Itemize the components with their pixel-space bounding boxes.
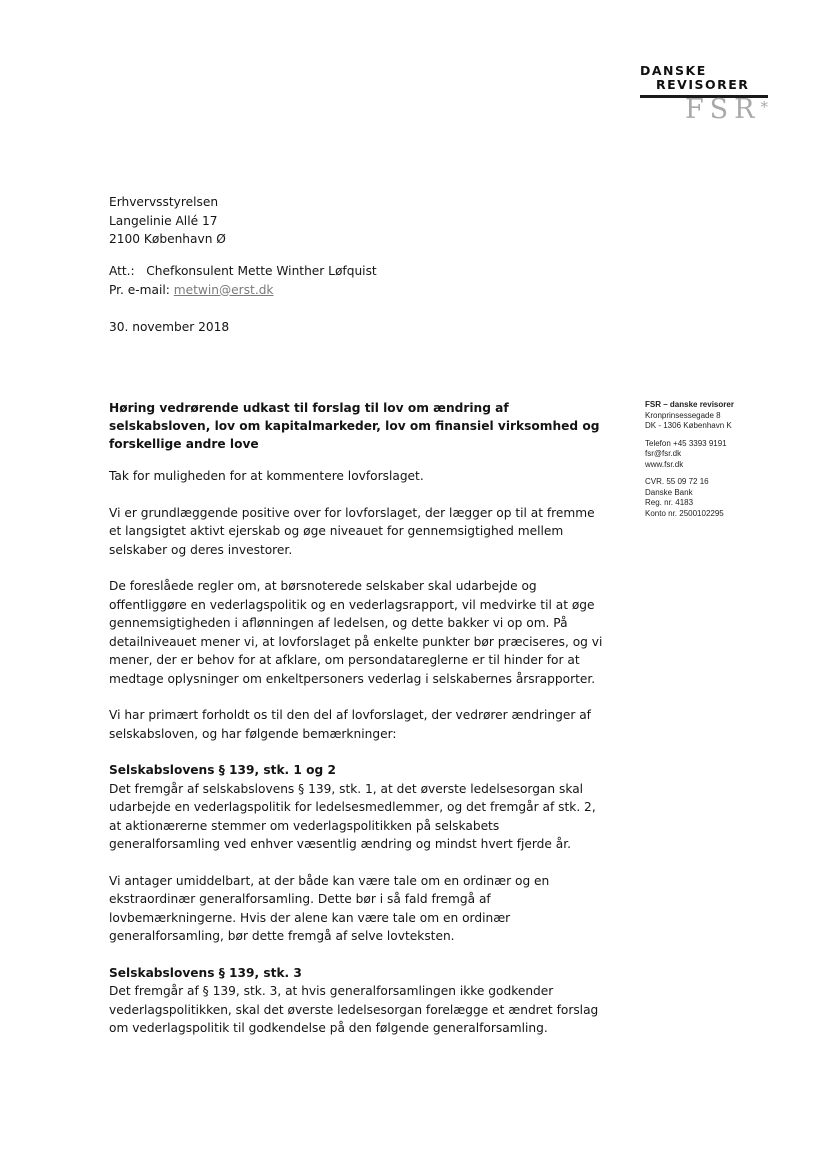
email-label: Pr. e-mail: (109, 282, 170, 297)
sender-address (645, 400, 805, 432)
logo-mark-text: FSR (684, 94, 761, 125)
attention-block (109, 262, 609, 299)
letter-heading: Høring vedrørende udkast til forslag til lov om ændring af selskabsloven, lov om kapitalmarkeder, lov om finansiel virksomhed og forskellige andre love (109, 401, 600, 451)
sender-bank (645, 477, 805, 519)
sender-bank-name: Danske Bank (645, 487, 693, 497)
paragraph-intro: Tak for muligheden for at kommentere lovforslaget. (109, 469, 424, 483)
section-139-1-2-p2: Vi antager umiddelbart, at der både kan være tale om en ordinær og en ekstraordinær generalforsamling. Dette bør i så fald fremgå af lovbemærkningerne. Hvis der alene kan være tale om en ordinær generalforsamling, bør dette fremgå af selve lovteksten. (109, 873, 550, 943)
email-line (109, 281, 609, 300)
email-link[interactable]: metwin@erst.dk (173, 282, 274, 297)
letter-date: 30. november 2018 (109, 320, 230, 334)
letter-body (109, 399, 609, 1056)
sender-cvr: CVR. 55 09 72 16 (645, 477, 709, 486)
sender-info (645, 400, 805, 526)
attention-line (109, 262, 609, 281)
att-label: Att.: (109, 264, 135, 278)
sender-account: Konto nr. 2500102295 (645, 508, 724, 518)
logo-text-revisorer: REVISORER (656, 77, 750, 92)
section-title-139-1-2: Selskabslovens § 139, stk. 1 og 2 (109, 763, 336, 777)
paragraph-rules: De foreslåede regler om, at børsnoterede selskaber skal udarbejde og offentliggøre en vederlagspolitik og en vederlagsrapport, vil medvirke til at øge gennemsigtigheden i aflønningen af ledelsen, og dette bakker vi op om. På detailniveauet mener vi, at lovforslaget på enkelte punkter bør præciseres, og vi mener, der er behov for at afklare, om persondatareglerne er til hinder for at medtage oplysninger om enkeltpersoners vederlag i selskabernes årsrapporter. (109, 579, 603, 686)
sender-web: www.fsr.dk (645, 459, 684, 469)
section-139-3-p1: Det fremgår af § 139, stk. 3, at hvis generalforsamlingen ikke godkender vederlagspolitikken, skal det øverste ledelsesorgan forelægge et ændret forslag om vederlagspolitik til godkendelse på den følgende generalforsamling. (109, 984, 599, 1035)
logo-text-danske: DANSKE (640, 63, 707, 78)
paragraph-scope: Vi har primært forholdt os til den del af lovforslaget, der vedrører ændringer af selskabsloven, og har følgende bemærkninger: (109, 708, 591, 741)
sender-name: FSR – danske revisorer (645, 400, 734, 409)
paragraph-positive: Vi er grundlæggende positive over for lovforslaget, der lægger op til at fremme et langsigtet aktivt ejerskab og øge niveauet for gennemsigtighed mellem selskaber og deres investorer. (109, 505, 595, 557)
fsr-logo (640, 64, 772, 123)
sender-email: fsr@fsr.dk (645, 449, 682, 458)
att-value: Chefkonsulent Mette Winther Løfquist (146, 264, 377, 278)
sender-reg: Reg. nr. 4183 (645, 498, 694, 507)
sender-contact (645, 439, 805, 471)
logo-mark-star: * (760, 98, 768, 116)
sender-street: Kronprinsessegade 8 (645, 410, 721, 420)
sender-city: DK - 1306 København K (645, 421, 732, 430)
logo-mark (640, 94, 772, 125)
recipient-name: Erhvervsstyrelsen (109, 195, 219, 209)
sender-phone: Telefon +45 3393 9191 (645, 438, 727, 448)
recipient-address (109, 193, 609, 249)
section-title-139-3: Selskabslovens § 139, stk. 3 (109, 965, 302, 980)
section-139-1-2-p1: Det fremgår af selskabslovens § 139, stk. 1, at det øverste ledelsesorgan skal udarbejde en vederlagspolitik for ledelsesmedlemmer, og det fremgår af stk. 2, at aktionærerne stemmer om vederlagspolitikken på selskabets generalforsamling ved enhver væsentlig ændring og mindst hvert fjerde år. (109, 781, 596, 851)
recipient-street: Langelinie Allé 17 (109, 213, 218, 228)
recipient-city: 2100 København Ø (109, 232, 226, 246)
